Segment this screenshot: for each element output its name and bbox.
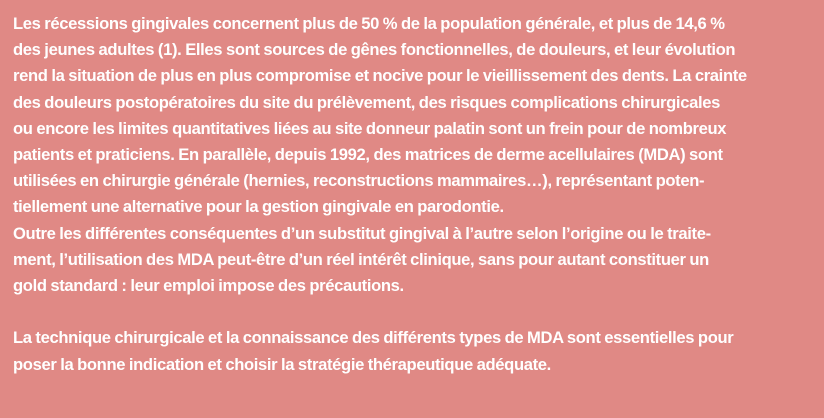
substitute-paragraph	[13, 221, 812, 300]
text-line: gold standard : leur emploi impose des précautions.	[13, 276, 404, 296]
text-line: Les récessions gingivales concernent plus de 50 % de la population générale, et plus de 14,6 %	[13, 14, 725, 33]
text-line: patients et praticiens. En parallèle, depuis 1992, des matrices de derme acellulaires (MDA) sont	[13, 145, 723, 165]
text-line: des jeunes adultes (1). Elles sont sources de gênes fonctionnelles, de douleurs, et leur évolution	[13, 40, 736, 60]
text-line: ment, l’utilisation des MDA peut-être d’un réel intérêt clinique, sans pour autant constituer un	[13, 249, 709, 269]
paragraph-spacer	[13, 299, 812, 325]
conclusion-paragraph	[13, 325, 812, 377]
text-line: utilisées en chirurgie générale (hernies, reconstructions mammaires…), représentant poten-	[13, 171, 705, 191]
text-line: rend la situation de plus en plus compromise et nocive pour le vieillissement des dents. La crainte	[13, 66, 747, 86]
text-line: Outre les différentes conséquentes d’un substitut gingival à l’autre selon l’origine ou le traite-	[13, 223, 711, 243]
intro-paragraph	[13, 11, 812, 221]
text-line: des douleurs postopératoires du site du prélèvement, des risques complications chirurgicales	[13, 92, 720, 112]
text-line: tiellement une alternative pour la gestion gingivale en parodontie.	[13, 197, 504, 217]
text-line: poser la bonne indication et choisir la stratégie thérapeutique adéquate.	[13, 354, 551, 374]
text-line: La technique chirurgicale et la connaissance des différents types de MDA sont essentielles pour	[13, 328, 734, 348]
text-line: ou encore les limites quantitatives liées au site donneur palatin sont un frein pour de nombreux	[13, 118, 727, 138]
